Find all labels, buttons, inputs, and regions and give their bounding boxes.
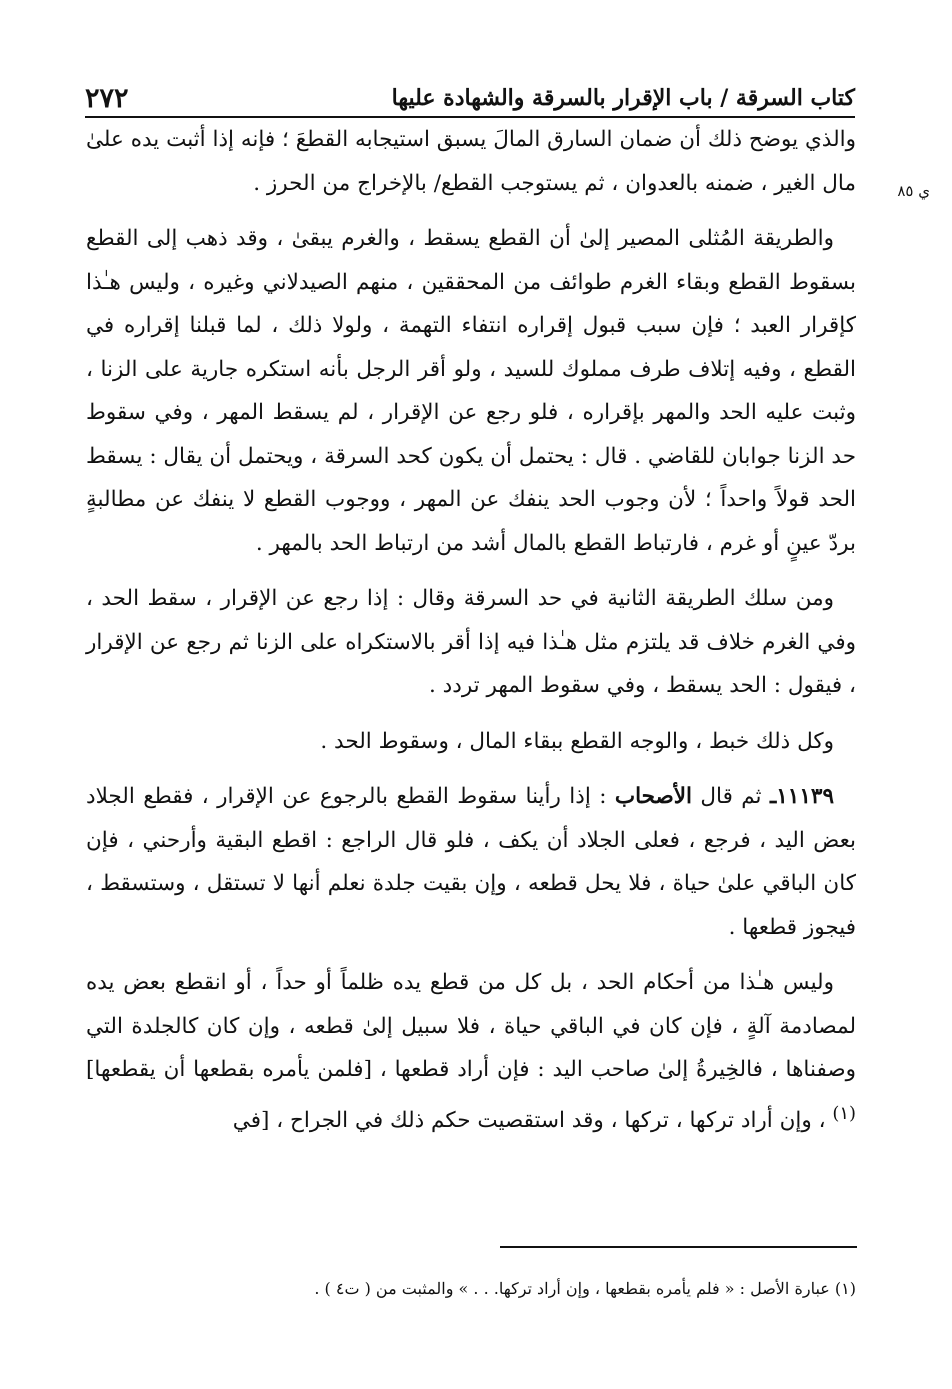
page-number: ٢٧٢ [85, 82, 129, 114]
page-header [85, 80, 855, 118]
paragraph-lead: ثم قال [700, 784, 762, 809]
paragraph: والطريقة المُثلى المصير إلىٰ أن القطع يسقط ، والغرم يبقىٰ ، وقد ذهب إلى القطع بسقوط القطع وبقاء الغرم طوائف من المحققين ، منهم الصيدلاني وغيره ، وليس هـٰذا كإقرار العبد ؛ فإن سبب قبول إقراره انتفاء التهمة ، ولولا ذلك ، لما قبلنا إقراره في القطع ، وفيه إتلاف طرف مملوك للسيد ، ولو أقر الرجل بأنه استكره جارية على الزنا ، وثبت عليه الحد والمهر بإقراره ، فلو رجع عن الإقرار ، لم يسقط المهر ، وفي سقوط حد الزنا جوابان للقاضي . قال : يحتمل أن يكون كحد السرقة ، ويحتمل أن يقال : يسقط الحد قولاً واحداً ؛ لأن وجوب الحد ينفك عن المهر ، ووجوب القطع لا ينفك عن مطالبةٍ بردّ عينٍ أو غرم ، فارتباط القطع بالمال أشد من ارتباط الحد بالمهر . [86, 226, 856, 556]
paragraph-number: ١١١٣٩ـ [769, 784, 834, 809]
paragraph-text: وليس هـٰذا من أحكام الحد ، بل كل من قطع يده ظلماً أو حداً ، أو انقطع بعض يده لمصادمة آلةٍ ، فإن كان في الباقي حياة ، فلا سبيل إلىٰ قطعه ، وإن كان كالجلدة التي وصفناها ، فالخِيرةُ إلىٰ صاحب اليد : فإن أراد قطعها ، [فلمن يأمره بقطعها أن يقطعها] [86, 970, 856, 1082]
paragraph-text: : إذا رأينا سقوط القطع بالرجوع عن الإقرار ، فقطع الجلاد بعض اليد ، فرجع ، فعلى الجلاد أن يكف ، فلو قال الراجع : اقطع البقية وأرحني ، فإن كان الباقي علىٰ حياة ، فلا يحل قطعه ، وإن بقيت جلدة نعلم أنها لا تستقل ، وستسقط ، فيجوز قطعها . [86, 784, 856, 940]
footnote-divider [500, 1246, 857, 1248]
paragraph: والذي يوضح ذلك أن ضمان السارق المالَ يسبق استيجابه القطعَ ؛ فإنه إذا أثبت يده علىٰ مال الغير ، ضمنه بالعدوان ، ثم يستوجب القطع/ بالإخراج من الحرز . [86, 127, 856, 196]
manuscript-page-marker: ي ٨٥ [897, 182, 930, 200]
footnote-ref: (١) [832, 1102, 856, 1124]
running-title: كتاب السرقة / باب الإقرار بالسرقة والشهادة عليها [391, 85, 855, 111]
footnote-number: (١) [834, 1279, 856, 1298]
footnote-text: عبارة الأصل : « فلم يأمره بقطعها ، وإن أراد تركها. . . » والمثبت من ( ت٤ ) . [314, 1279, 830, 1298]
authority-name: الأصحاب [614, 784, 693, 809]
paragraph: ومن سلك الطريقة الثانية في حد السرقة وقال : إذا رجع عن الإقرار ، سقط الحد ، وفي الغرم خلاف قد يلتزم مثل هـٰذا فيه إذا أقر بالاستكراه على الزنا ثم رجع عن الإقرار ، فيقول : الحد يسقط ، وفي سقوط المهر تردد . [86, 586, 856, 698]
numbered-paragraph [86, 775, 856, 949]
main-text [86, 118, 856, 1154]
paragraph-tail: ، وإن أراد تركها ، تركها ، وقد استقصيت حكم ذلك في الجراح ، [في [232, 1107, 826, 1133]
paragraph [86, 961, 856, 1142]
paragraph: وكل ذلك خبط ، والوجه القطع ببقاء المال ، وسقوط الحد . [320, 728, 834, 754]
footnote [86, 1275, 856, 1303]
